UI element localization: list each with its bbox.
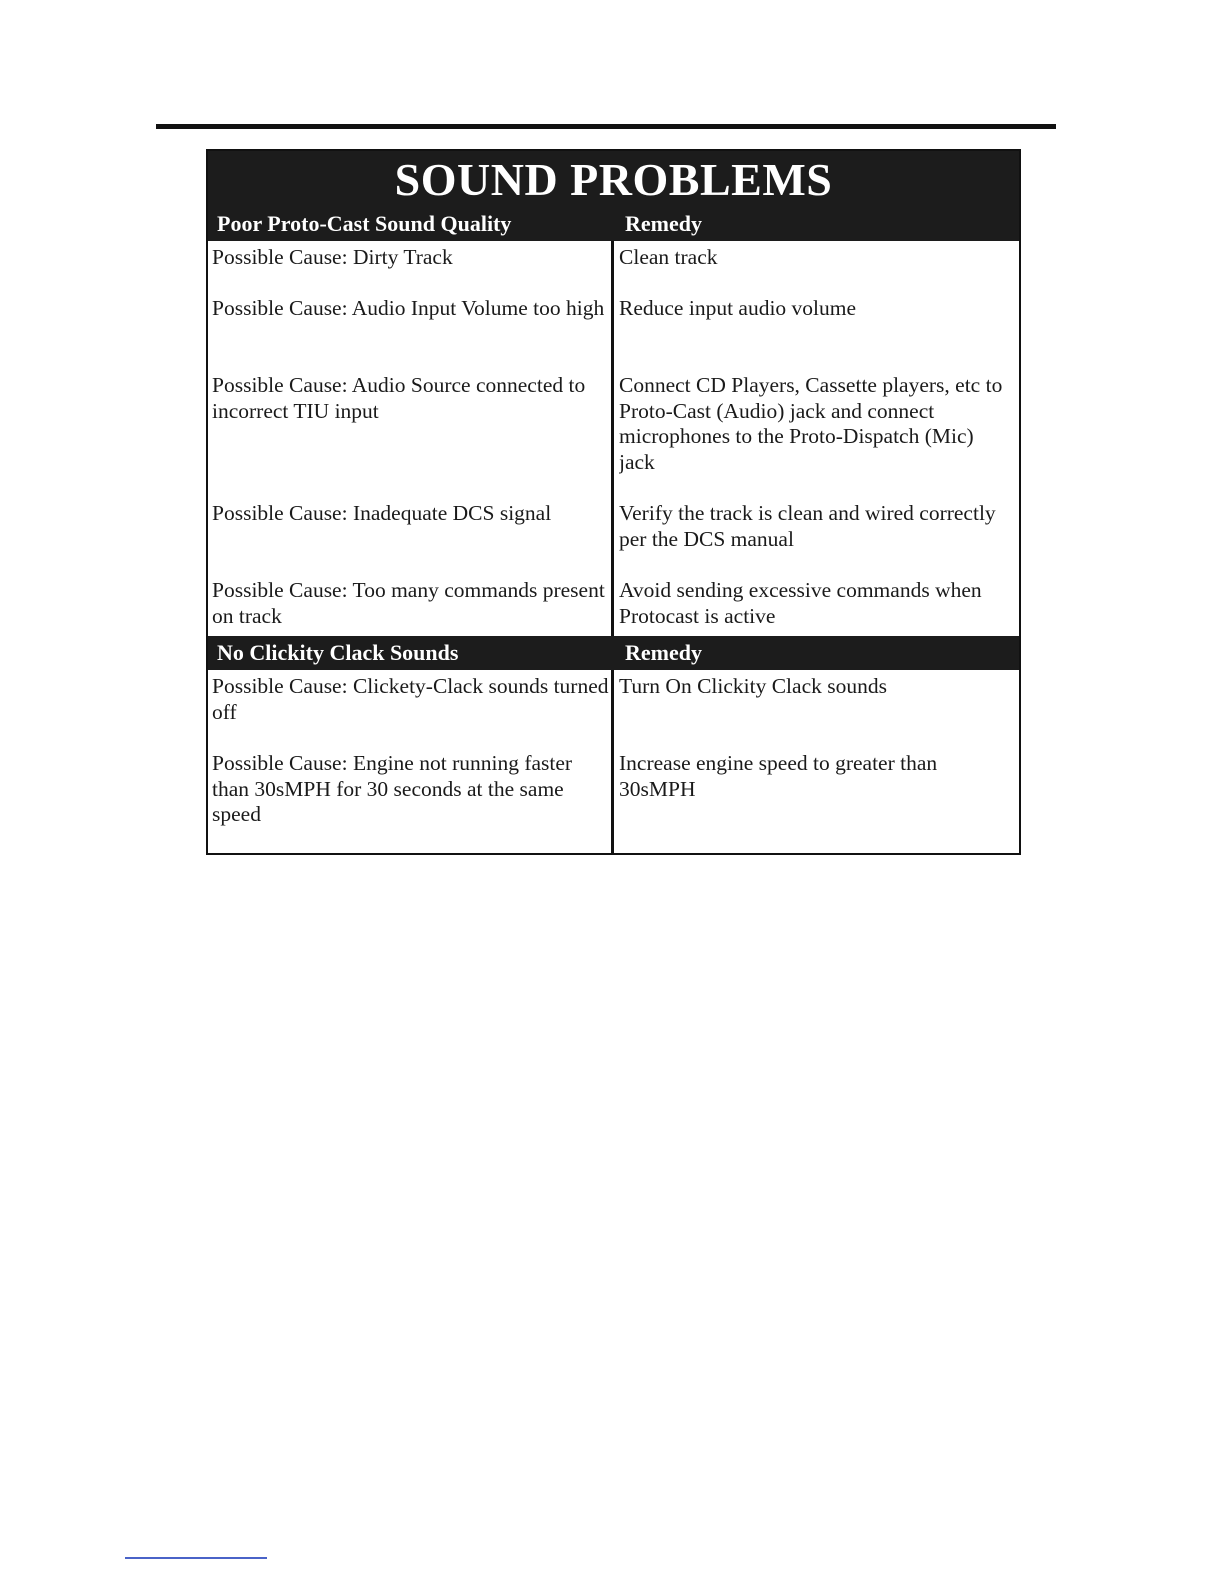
remedy-column [614,670,1019,853]
remedy-cell: Avoid sending excessive commands when Protocast is active [619,578,982,628]
cause-header: Poor Proto-Cast Sound Quality [217,211,512,236]
cause-cell: Possible Cause: Clickety-Clack sounds turned off [212,674,609,724]
remedy-cell: Connect CD Players, Cassette players, etc to Proto-Cast (Audio) jack and connect microphones to the Proto-Dispatch (Mic) jack [619,373,1003,474]
cause-column [208,670,614,853]
cause-cell: Possible Cause: Too many commands present on track [212,578,605,628]
cause-header: No Clickity Clack Sounds [217,640,459,665]
remedy-cell: Increase engine speed to greater than 30sMPH [619,751,938,801]
cause-cell: Possible Cause: Dirty Track [212,245,453,269]
remedy-cell: Reduce input audio volume [619,296,857,320]
cause-cell: Possible Cause: Audio Source connected to incorrect TIU input [212,373,586,423]
cause-column [208,241,614,636]
section-body-proto-cast [208,241,1019,636]
section-body-clickity-clack [208,670,1019,853]
top-rule [156,124,1056,129]
remedy-header: Remedy [625,211,702,236]
remedy-cell: Verify the track is clean and wired correctly per the DCS manual [619,501,996,551]
remedy-column [614,241,1019,636]
cause-cell: Possible Cause: Inadequate DCS signal [212,501,552,525]
cause-cell: Possible Cause: Engine not running faster than 30sMPH for 30 seconds at the same speed [212,751,573,827]
section-header-clickity-clack [208,636,1019,670]
sound-problems-table [206,149,1021,855]
remedy-cell: Clean track [619,245,718,269]
remedy-cell: Turn On Clickity Clack sounds [619,674,887,698]
footnote-link-rule[interactable] [125,1557,267,1559]
table-title: SOUND PROBLEMS [208,151,1019,207]
section-header-proto-cast [208,207,1019,241]
cause-cell: Possible Cause: Audio Input Volume too high [212,296,605,320]
remedy-header: Remedy [625,640,702,665]
